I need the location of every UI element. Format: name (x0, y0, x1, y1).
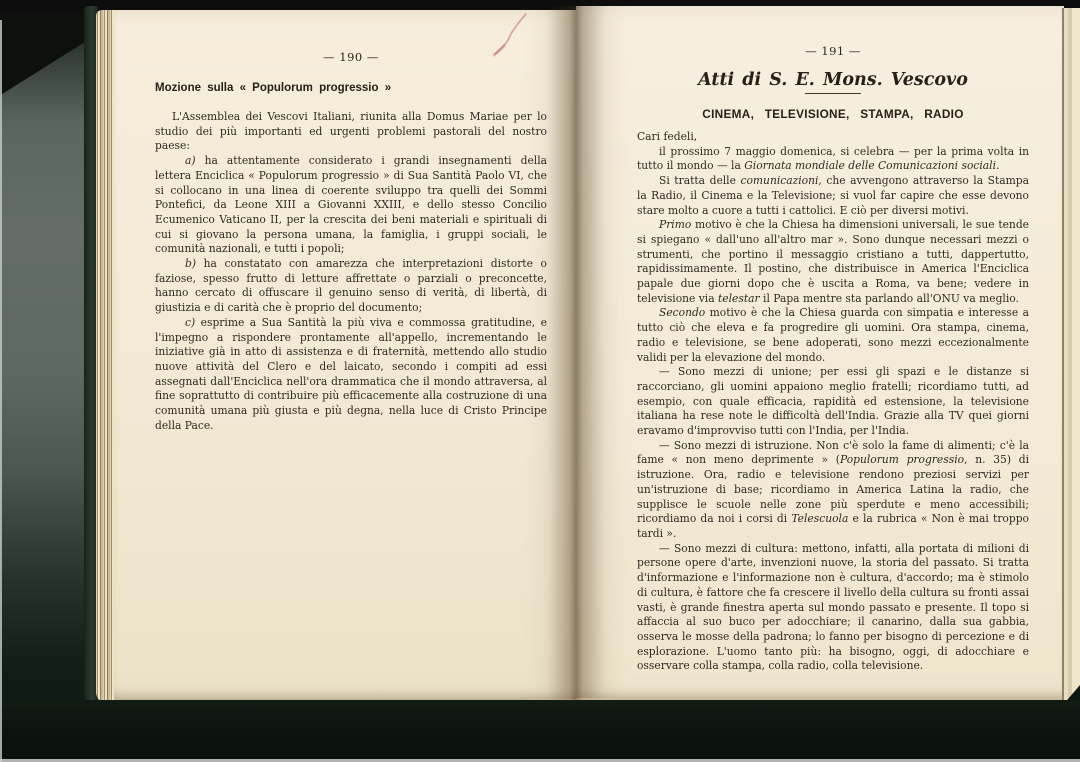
document-title: Atti di S. E. Mons. Vescovo (698, 70, 968, 90)
paragraph: il prossimo 7 maggio domenica, si celebra — per la prima volta in tutto il mondo — la Giornata mondiale delle Comunicazioni sociali. (637, 144, 1029, 173)
left-page (114, 10, 576, 702)
page-stack-edge (96, 10, 116, 704)
background-bottom-strip (0, 700, 1080, 762)
fore-edge-right (1062, 8, 1080, 706)
document-subtitle: CINEMA, TELEVISIONE, STAMPA, RADIO (702, 107, 964, 121)
paragraph: Primo motivo è che la Chiesa ha dimensioni universali, le sue tende si spiegano « dall'uno all'altro mar ». Sono dunque necessari mezzi o strumenti, che portino il messaggio cristiano a tutti, dappertutto, rapidissimamente. Il postino, che distribuisce in America l'Enciclica papale due giorni dopo che è uscita a Roma, va bene; vedere in televisione via telestar il Papa mentre sta parlando all'ONU va meglio. (637, 218, 1029, 305)
paragraph: L'Assemblea dei Vescovi Italiani, riunita alla Domus Mariae per lo studio dei più importanti ed urgenti problemi pastorali del nostro paese: (155, 110, 547, 153)
paragraph: — Sono mezzi di istruzione. Non c'è solo la fame di alimenti; c'è la fame « non meno deprimente » (Populorum progressio, n. 35) di istruzione. Ora, radio e televisione rendono preziosi servizi per un'istruzione di base; ricordiamo in America Latina la radio, che supplisce le scuole nelle zone più sperdute e meno accessibili; ricordiamo da noi i corsi di Telescuola e la rubrica « Non è mai troppo tardi ». (637, 438, 1029, 540)
right-page (576, 6, 1064, 700)
right-page-body (637, 130, 1029, 674)
section-heading: Mozione sulla « Populorum progressio » (155, 82, 392, 94)
left-page-text-column (155, 50, 547, 433)
paragraph: Cari fedeli, (637, 130, 698, 143)
paragraph: Secondo motivo è che la Chiesa guarda con simpatia e interesse a tutto ciò che eleva e fa progredire gli uomini. Ora stampa, cinema, radio e televisione, se bene adoperati, sono mezzi eccezionalmente validi per la elevazione del mondo. (637, 306, 1029, 364)
page-number-right: — 191 — (805, 44, 861, 58)
page-number-left: — 190 — (323, 50, 379, 64)
right-page-text-column (637, 44, 1029, 674)
paragraph: c) esprime a Sua Santità la più viva e commossa gratitudine, e l'impegno a rispondere prontamente all'appello, incrementando le iniziative già in atto di assistenza e di fraternità, mettendo allo studio nuove attività del Clero e del laicato, secondo i compiti ad essi assegnati dall'Enciclica nell'ora drammatica che il mondo attraversa, al fine soprattutto di contribuire più efficacemente alla costruzione di una comunità umana più giusta e più degna, nella luce di Cristo Principe della Pace. (155, 315, 547, 432)
title-rule (805, 93, 861, 94)
scan-edge-left (0, 20, 2, 762)
paragraph: Si tratta delle comunicazioni, che avvengono attraverso la Stampa la Radio, il Cinema e la Televisione; si vuol far capire che esse devono stare molto a cuore a tutti i cattolici. E ciò per diversi motivi. (637, 174, 1029, 217)
paragraph: — Sono mezzi di unione; per essi gli spazi e le distanze si raccorciano, gli uomini appaiono meglio fratelli; ricordiamo tutti, ad esempio, con quale efficacia, rapidità ed estensione, la televisione italiana ha rese note le difficoltà dell'India. Grazie alla TV quei giorni eravamo d'improvviso tutti con l'India, per l'India. (637, 365, 1029, 438)
paragraph: b) ha constatato con amarezza che interpretazioni distorte o faziose, spesso frutto di letture affrettate o parziali o preconcette, hanno cercato di offuscare il genuino senso di verità, di libertà, di giustizia e di carità che è proprio del documento; (155, 257, 547, 315)
left-page-body (155, 110, 547, 433)
paragraph: a) ha attentamente considerato i grandi insegnamenti della lettera Enciclica « Populorum progressio » di Sua Santità Paolo VI, che si collocano in una linea di coerente sviluppo tra quelli dei Sommi Pontefici, da Leone XIII a Giovanni XXIII, e dello stesso Concilio Ecumenico Vaticano II, per la crescita dei beni materiali e spirituali di cui si giovano la persona umana, la famiglia, i gruppi sociali, le comunità nazionali, e tutti i popoli; (155, 154, 547, 256)
pen-mark (488, 10, 534, 60)
paragraph: — Sono mezzi di cultura: mettono, infatti, alla portata di milioni di persone opere d'arte, invenzioni nuove, la storia del passato. Si tratta d'informazione e l'informazione non è cultura, d'accordo; ma è stimolo di cultura, è fattore che fa crescere il livello della cultura su fronti assai vasti, è grande finestra aperta sul mondo passato e presente. Il topo si affaccia al suo buco per adocchiare; il canarino, dalla sua gabbia, osserva le mosse della padrona; lo fanno per bisogno di percezione e di esplorazione. L'uomo tanto più: ha bisogno, oggi, di adocchiare e osservare colla stampa, colla radio, colla televisione. (637, 541, 1029, 673)
